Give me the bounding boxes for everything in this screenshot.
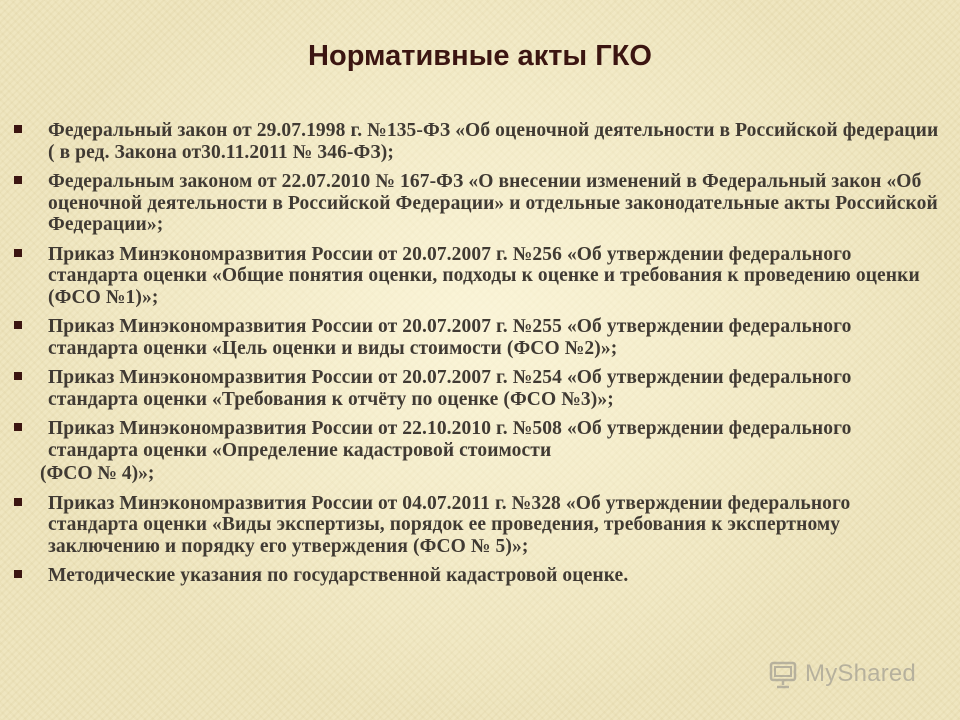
list-item-continuation [12,463,942,485]
square-bullet-icon [14,498,22,506]
regulations-list [12,120,942,595]
list-item-text: Федеральный закон от 29.07.1998 г. №135-ФЗ «Об оценочной деятельности в Российской федерации ( в ред. Закона от30.11.2011 № 346-ФЗ); [48,120,939,163]
list-item-text: Приказ Минэкономразвития России от 20.07.2007 г. №256 «Об утверждении федерального стандарта оценки «Общие понятия оценки, подходы к оценке и требования к проведению оценки (ФСО №1)»; [48,243,920,308]
square-bullet-icon [14,423,22,431]
list-item [12,493,942,558]
list-item-text: Приказ Минэкономразвития России от 20.07.2007 г. №255 «Об утверждении федерального стандарта оценки «Цель оценки и виды стоимости (ФСО №2)»; [48,316,852,359]
square-bullet-icon [14,125,22,133]
list-item-text: Приказ Минэкономразвития России от 22.10.2010 г. №508 «Об утверждении федерального стандарта оценки «Определение кадастровой стоимости [48,418,852,461]
presentation-board-icon [767,658,799,690]
list-item-text: Приказ Минэкономразвития России от 20.07.2007 г. №254 «Об утверждении федерального стандарта оценки «Требования к отчёту по оценке (ФСО №3)»; [48,367,852,410]
square-bullet-icon [14,372,22,380]
watermark-text: MyShared [805,660,916,687]
myshared-watermark[interactable] [767,656,916,692]
continuation-text: (ФСО № 4)»; [40,463,155,484]
list-item [12,316,942,359]
list-item-text: Приказ Минэкономразвития России от 04.07.2011 г. №328 «Об утверждении федерального стандарта оценки «Виды экспертизы, порядок ее проведения, требования к экспертному заключению и порядку его утверждения (ФСО № 5)»; [48,492,851,557]
list-item [12,171,942,236]
square-bullet-icon [14,176,22,184]
list-item [12,565,942,587]
list-item-text: Методические указания по государственной кадастровой оценке. [48,565,629,586]
slide-title: Нормативные акты ГКО [308,40,652,72]
list-item [12,120,942,163]
list-item [12,418,942,461]
list-item [12,244,942,309]
square-bullet-icon [14,570,22,578]
list-item-text: Федеральным законом от 22.07.2010 № 167-ФЗ «О внесении изменений в Федеральный закон «Об оценочной деятельности в Российской Федерации» и отдельные законодательные акты Российской Федерации»; [48,171,938,235]
square-bullet-icon [14,321,22,329]
list-item [12,367,942,410]
square-bullet-icon [14,249,22,257]
